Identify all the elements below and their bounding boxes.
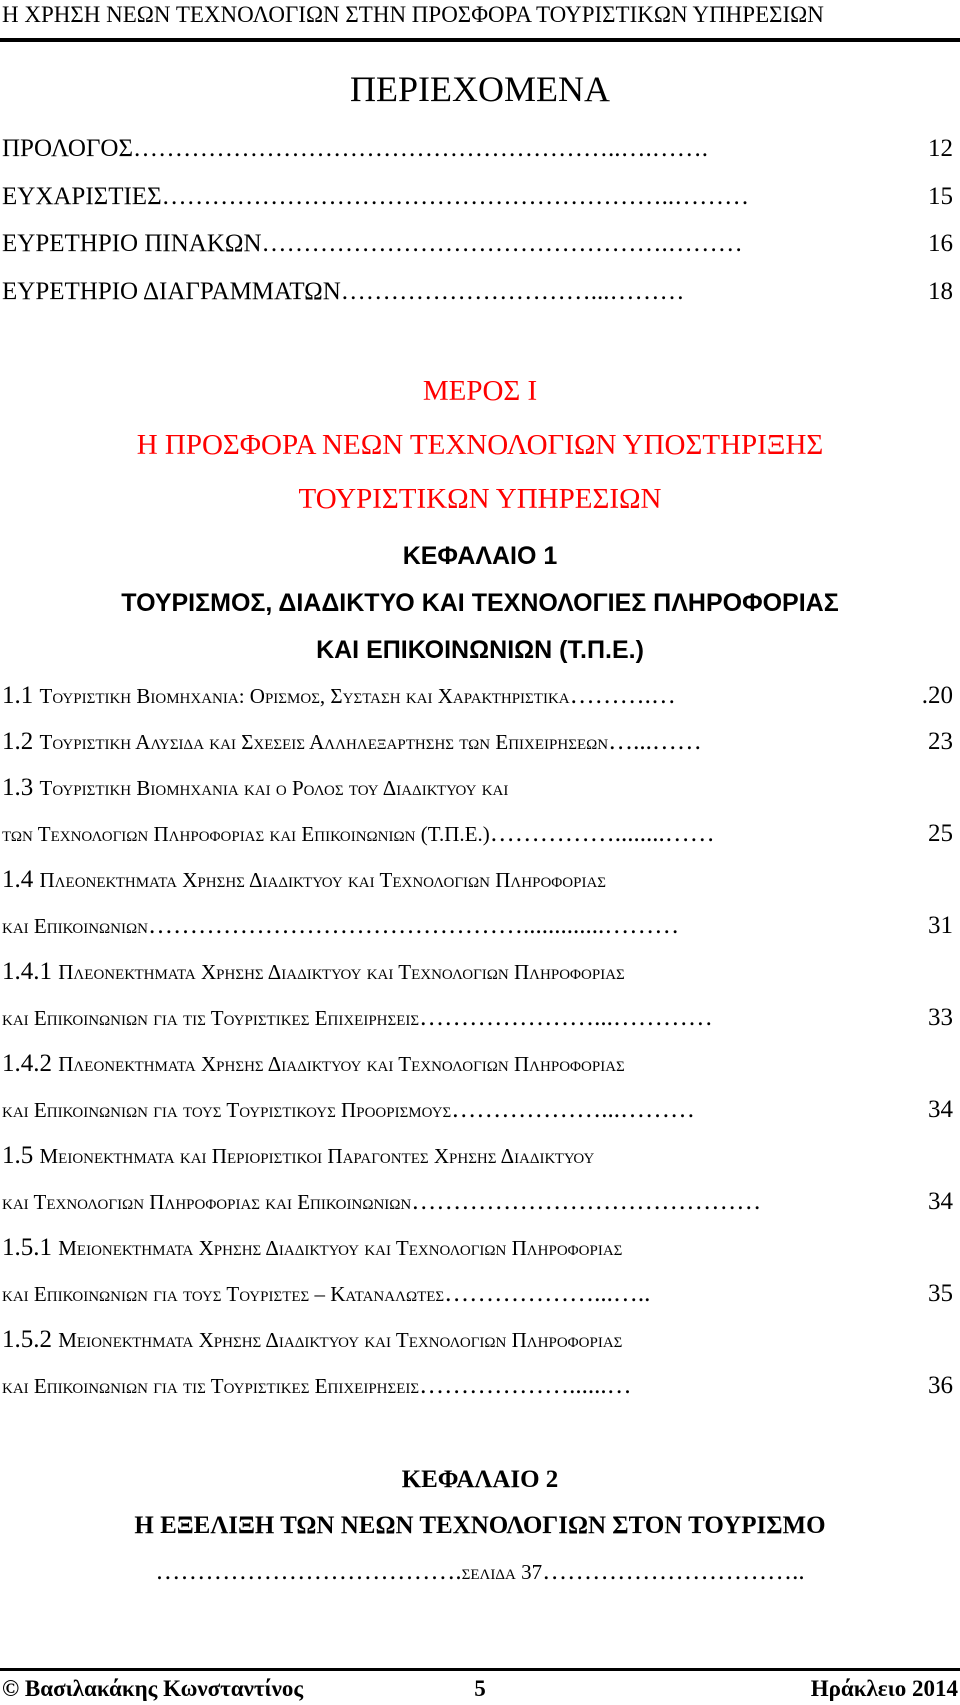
toc-dots: ………………………….. (542, 1558, 805, 1585)
section-title: Μειονεκτηματα και Περιοριστικοι Παραγοντες Χρησης Διαδικτυου (39, 1144, 595, 1168)
toc-entry-1-4-1-line1[interactable] (2, 956, 953, 988)
toc-dots: …...…… (608, 728, 702, 755)
toc-page: 25 (928, 820, 953, 847)
header-rule (0, 38, 960, 42)
toc-entry-acknowledgements[interactable] (2, 181, 953, 213)
section-title-cont: και Επικοινωνιων για τους Τουριστες – Καταναλωτες (2, 1282, 445, 1306)
toc-dots: ……………........…… (489, 820, 715, 847)
toc-entry-1-5-1-line2[interactable] (2, 1278, 953, 1310)
toc-entry-1-5-line1[interactable] (2, 1140, 953, 1172)
toc-label: ΕΥΡΕΤΗΡΙΟ ΔΙΑΓΡΑΜΜΑΤΩΝ (2, 278, 341, 305)
footer-author: © Βασιλακάκης Κωνσταντίνος (2, 1676, 304, 1701)
toc-page: 36 (928, 1372, 953, 1399)
part-label: ΜΕΡΟΣ Ι (422, 375, 538, 407)
section-number: 1.5 (2, 1142, 34, 1169)
toc-page: 16 (928, 230, 953, 257)
toc-entry-prologue[interactable] (2, 133, 953, 165)
toc-entry-1-3-line2[interactable] (2, 818, 953, 850)
toc-entry-1-5-2-line1[interactable] (2, 1324, 953, 1356)
toc-page: .20 (921, 682, 953, 709)
toc-page: 33 (928, 1004, 953, 1031)
toc-entry-1-4-2-line1[interactable] (2, 1048, 953, 1080)
toc-label: ΕΥΡΕΤΗΡΙΟ ΠΙΝΑΚΩΝ (2, 230, 262, 257)
toc-entry-tables-index[interactable] (2, 228, 953, 260)
toc-entry-1-5-1-line1[interactable] (2, 1232, 953, 1264)
section-title-cont: και Επικοινωνιων για τις Τουριστικες Επιχειρησεις (2, 1374, 420, 1398)
section-number: 1.2 (2, 728, 34, 755)
toc-dots: …………………………...……… (340, 278, 685, 305)
toc-page: 12 (928, 135, 953, 162)
section-title: Μειονεκτηματα Χρησης Διαδικτυου και Τεχνολογιων Πληροφοριας (58, 1328, 623, 1352)
part-title-line2: ΤΟΥΡΙΣΤΙΚΩΝ ΥΠΗΡΕΣΙΩΝ (298, 483, 662, 515)
chapter2-title: Η ΕΞΕΛΙΞΗ ΤΩΝ ΝΕΩΝ ΤΕΧΝΟΛΟΓΙΩΝ ΣΤΟΝ ΤΟΥΡΙΣΜΟ (134, 1512, 826, 1539)
toc-dots: ………………………………. (155, 1558, 462, 1585)
footer-place-year: Ηράκλειο 2014 (810, 1676, 958, 1701)
toc-label: ΕΥΧΑΡΙΣΤΙΕΣ (2, 183, 162, 210)
toc-page: 34 (928, 1096, 953, 1123)
toc-page: 15 (928, 183, 953, 210)
toc-dots: ………………......… (419, 1372, 632, 1399)
page-footer (0, 1676, 960, 1704)
section-title-cont: και Επικοινωνιων για τις Τουριστικες Επιχειρησεις (2, 1006, 420, 1030)
toc-dots: …………………………………………………..….……. (133, 135, 709, 162)
toc-dots: …………………...………… (419, 1004, 713, 1031)
part-title-line1: Η ΠΡΟΣΦΟΡΑ ΝΕΩΝ ΤΕΧΝΟΛΟΓΙΩΝ ΥΠΟΣΤΗΡΙΞΗΣ (136, 429, 824, 461)
chapter1-title-line1: ΤΟΥΡΙΣΜΟΣ, ΔΙΑΔΙΚΤΥΟ ΚΑΙ ΤΕΧΝΟΛΟΓΙΕΣ ΠΛΗΡΟΦΟΡΙΑΣ (121, 589, 839, 617)
section-title: Τουριστικη Βιομηχανια και ο Ρολος του Διαδικτυου και (39, 776, 509, 800)
running-header: Η ΧΡΗΣΗ ΝΕΩΝ ΤΕΧΝΟΛΟΓΙΩΝ ΣΤΗΝ ΠΡΟΣΦΟΡΑ ΤΟΥΡΙΣΤΙΚΩΝ ΥΠΗΡΕΣΙΩΝ (2, 2, 824, 27)
toc-page: 23 (928, 728, 953, 755)
toc-dots: ………………...….. (444, 1280, 651, 1307)
section-title-cont: και Επικοινωνιων για τους Τουριστικους Προορισμους (2, 1098, 452, 1122)
section-title: Τουριστικη Αλυσιδα και Σχεσεις Αλληλεξαρτησης των Επιχειρησεων (39, 730, 609, 754)
toc-dots: …………………………………… (411, 1188, 762, 1215)
section-title: Πλεονεκτηματα Χρησης Διαδικτυου και Τεχνολογιων Πληροφοριας (58, 1052, 625, 1076)
toc-entry-1-4-line1[interactable] (2, 864, 953, 896)
section-number: 1.5.1 (2, 1234, 52, 1261)
chapter1-label: ΚΕΦΑΛΑΙΟ 1 (402, 542, 558, 570)
toc-dots: ……………………………………….............……… (147, 912, 680, 939)
toc-entry-1-3-line1[interactable] (2, 772, 953, 804)
section-title: Τουριστικη Βιομηχανια: Ορισμος, Συσταση και Χαρακτηριστικα (39, 684, 570, 708)
section-title-cont: και Τεχνολογιων Πληροφοριας και Επικοινωνιων (2, 1190, 412, 1214)
footer-page-number: 5 (474, 1676, 486, 1701)
section-title-cont: και Επικοινωνιων (2, 914, 148, 938)
section-number: 1.4.2 (2, 1050, 52, 1077)
toc-entry-1-5-line2[interactable] (2, 1186, 953, 1218)
toc-entry-1-2[interactable] (2, 726, 953, 758)
toc-title: ΠΕΡΙΕΧΟΜΕΝΑ (350, 69, 610, 109)
toc-page: 35 (928, 1280, 953, 1307)
section-number: 1.1 (2, 682, 34, 709)
section-number: 1.4.1 (2, 958, 52, 985)
toc-entry-1-5-2-line2[interactable] (2, 1370, 953, 1402)
chapter2-label: ΚΕΦΑΛΑΙΟ 2 (401, 1466, 559, 1493)
chapter1-title-line2: ΚΑΙ ΕΠΙΚΟΙΝΩΝΙΩΝ (Τ.Π.Ε.) (316, 636, 644, 664)
toc-dots: ……….… (569, 682, 676, 709)
toc-dots: ……………………………………………………..……… (161, 183, 750, 210)
section-title-cont: των Τεχνολογιων Πληροφοριας και Επικοινωνιων (Τ.Π.Ε.) (2, 822, 490, 846)
toc-entry-chapter2[interactable] (0, 1558, 960, 1586)
toc-entry-diagrams-index[interactable] (2, 276, 953, 308)
toc-entry-1-4-line2[interactable] (2, 910, 953, 942)
section-number: 1.5.2 (2, 1326, 52, 1353)
toc-label: ΠΡΟΛΟΓΟΣ (2, 135, 134, 162)
toc-dots: ………………………………………….……… (261, 230, 743, 257)
section-title: Πλεονεκτηματα Χρησης Διαδικτυου και Τεχνολογιων Πληροφοριας (58, 960, 625, 984)
toc-entry-1-1[interactable] (2, 680, 953, 712)
section-title: Μειονεκτηματα Χρησης Διαδικτυου και Τεχνολογιων Πληροφοριας (58, 1236, 623, 1260)
toc-page: 34 (928, 1188, 953, 1215)
toc-dots: ………………...……… (451, 1096, 696, 1123)
footer-rule (0, 1668, 960, 1671)
toc-entry-1-4-2-line2[interactable] (2, 1094, 953, 1126)
section-number: 1.3 (2, 774, 34, 801)
section-number: 1.4 (2, 866, 34, 893)
toc-page: 18 (928, 278, 953, 305)
toc-entry-1-4-1-line2[interactable] (2, 1002, 953, 1034)
toc-page: 31 (928, 912, 953, 939)
section-title: Πλεονεκτηματα Χρησης Διαδικτυου και Τεχνολογιων Πληροφοριας (39, 868, 607, 892)
toc-page: σελιδα 37 (461, 1560, 543, 1584)
